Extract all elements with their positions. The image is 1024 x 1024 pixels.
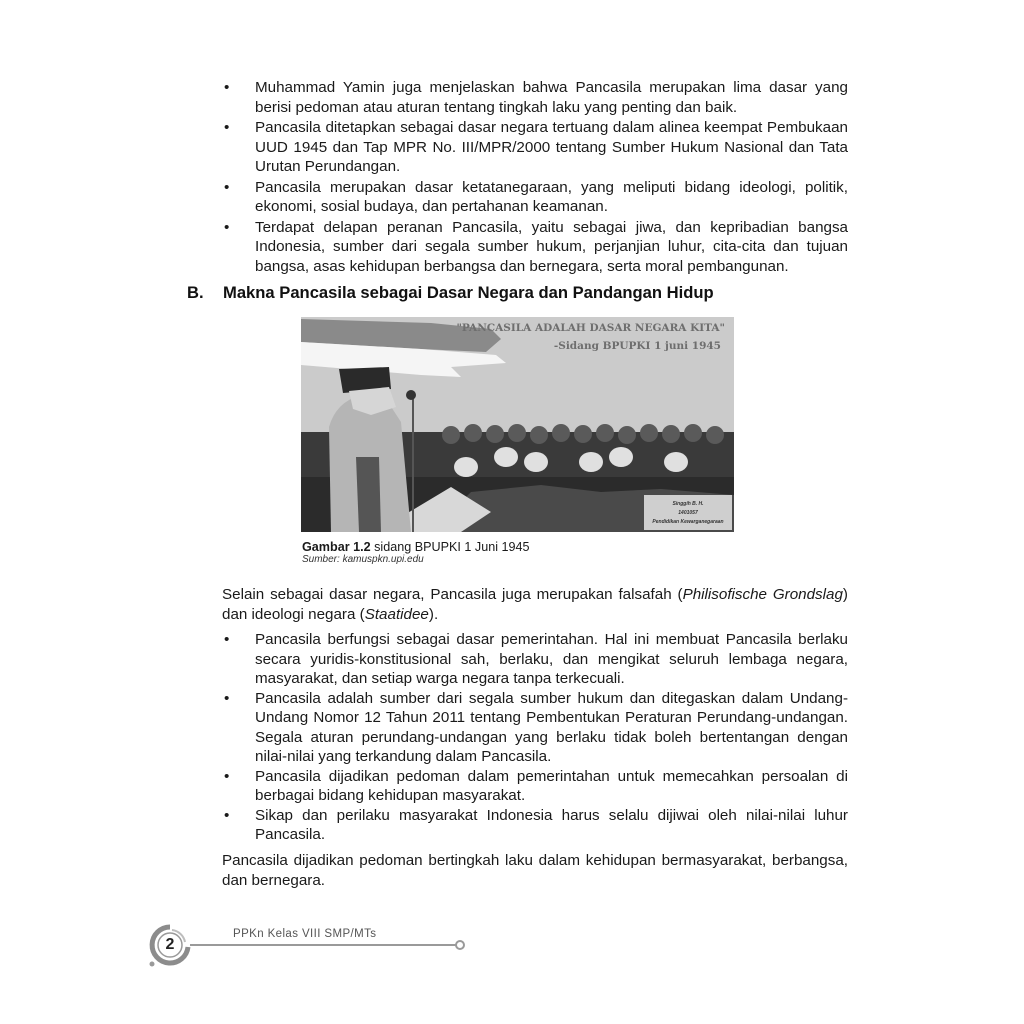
figure-caption <box>302 540 530 554</box>
para-text: ). <box>428 605 439 623</box>
list-item-text: Sikap dan perilaku masyarakat Indonesia harus selalu dijiwai oleh nilai-nilai luhur Pancasila. <box>255 806 848 843</box>
list-item-text: Terdapat delapan peranan Pancasila, yaitu sebagai jiwa, dan kepribadian bangsa Indonesia, sumber dari segala sumber hukum, perjanjian luhur, cita-cita dan tujuan bangsa, asas kehidupan berbangsa dan bernegara, serta moral pembangunan. <box>255 218 848 275</box>
list-item <box>222 178 848 217</box>
list-item <box>222 806 848 845</box>
list-item-text: Pancasila adalah sumber dari segala sumber hukum dan ditegaskan dalam Undang-Undang Nomor 12 Tahun 2011 tentang Pembentukan Peraturan Perundang-undangan. Segala aturan perundang-undangan yang berlaku tidak boleh bertentangan dengan nilai-nilai yang terkandung dalam Pancasila. <box>255 689 848 765</box>
section-heading <box>187 283 714 303</box>
credit-id: 1401057 <box>678 510 698 516</box>
list-item-text: Pancasila ditetapkan sebagai dasar negara tertuang dalam alinea keempat Pembukaan UUD 1945 dan Tap MPR No. III/MPR/2000 tentang Sumber Hukum Nasional dan Tata Urutan Perundangan. <box>255 119 848 175</box>
bullet-icon: • <box>224 79 230 96</box>
para-text: Selain sebagai dasar negara, Pancasila juga merupakan falsafah ( <box>222 586 683 603</box>
list-item <box>222 218 848 277</box>
list-item <box>222 689 848 767</box>
page-number-badge <box>146 922 194 968</box>
paragraph-falsafah <box>222 585 848 624</box>
caption-label: Gambar 1.2 <box>302 540 371 554</box>
illustration-svg <box>301 317 734 532</box>
bullet-icon: • <box>224 119 230 136</box>
credit-name: Singgih B. H. <box>672 501 704 507</box>
section-letter: B. <box>187 283 204 302</box>
quote-source: -Sidang BPUPKI 1 juni 1945 <box>553 340 721 352</box>
bullet-list-peranan <box>222 78 848 276</box>
list-item <box>222 630 848 689</box>
list-item <box>222 767 848 806</box>
figure-image-bpupki <box>301 317 734 532</box>
list-item <box>222 118 848 177</box>
footer-rule <box>190 944 456 946</box>
bullet-list-fungsi <box>222 630 848 845</box>
caption-text: sidang BPUPKI 1 Juni 1945 <box>370 540 530 554</box>
paragraph-pedoman: Pancasila dijadikan pedoman bertingkah laku dalam kehidupan bermasyarakat, berbangsa, dan bernegara. <box>222 852 848 889</box>
figure-source: Sumber: kamuspkn.upi.edu <box>302 554 424 565</box>
footer-dot-icon <box>455 940 465 950</box>
bullet-icon: • <box>224 178 230 196</box>
list-item-text: Pancasila berfungsi sebagai dasar pemerintahan. Hal ini membuat Pancasila berlaku secara yuridis-konstitusional sah, berlaku, dan mengikat seluruh lembaga negara, masyarakat, dan setiap warga negara tanpa terkecuali. <box>255 631 848 687</box>
page-number: 2 <box>165 936 175 953</box>
quote-text: "PANCASILA ADALAH DASAR NEGARA KITA" <box>456 322 725 334</box>
credit-dept: Pendidikan Kewarganegaraan <box>652 519 724 525</box>
list-item <box>222 78 848 117</box>
bullet-icon: • <box>224 218 230 236</box>
para-italic-term: Staatidee <box>364 605 429 623</box>
bullet-icon: • <box>224 631 230 648</box>
bullet-icon: • <box>224 806 230 824</box>
section-title: Makna Pancasila sebagai Dasar Negara dan Pandangan Hidup <box>223 283 714 302</box>
list-item-text: Pancasila dijadikan pedoman dalam pemerintahan untuk memecahkan persoalan di berbagai bidang kehidupan masyarakat. <box>255 767 848 804</box>
bullet-icon: • <box>224 689 230 707</box>
para-text: ) dan ideologi negara ( <box>222 586 848 623</box>
footer-book-title: PPKn Kelas VIII SMP/MTs <box>233 928 377 940</box>
list-item-text: Pancasila merupakan dasar ketatanegaraan, yang meliputi bidang ideologi, politik, ekonomi, sosial budaya, dan pertahanan keamanan. <box>255 178 848 215</box>
list-item-text: Muhammad Yamin juga menjelaskan bahwa Pancasila merupakan lima dasar yang berisi pedoman atau aturan tentang tingkah laku yang penting dan baik. <box>255 79 848 116</box>
para-italic-term: Philisofische Grondslag <box>682 586 843 603</box>
bullet-icon: • <box>224 767 230 785</box>
